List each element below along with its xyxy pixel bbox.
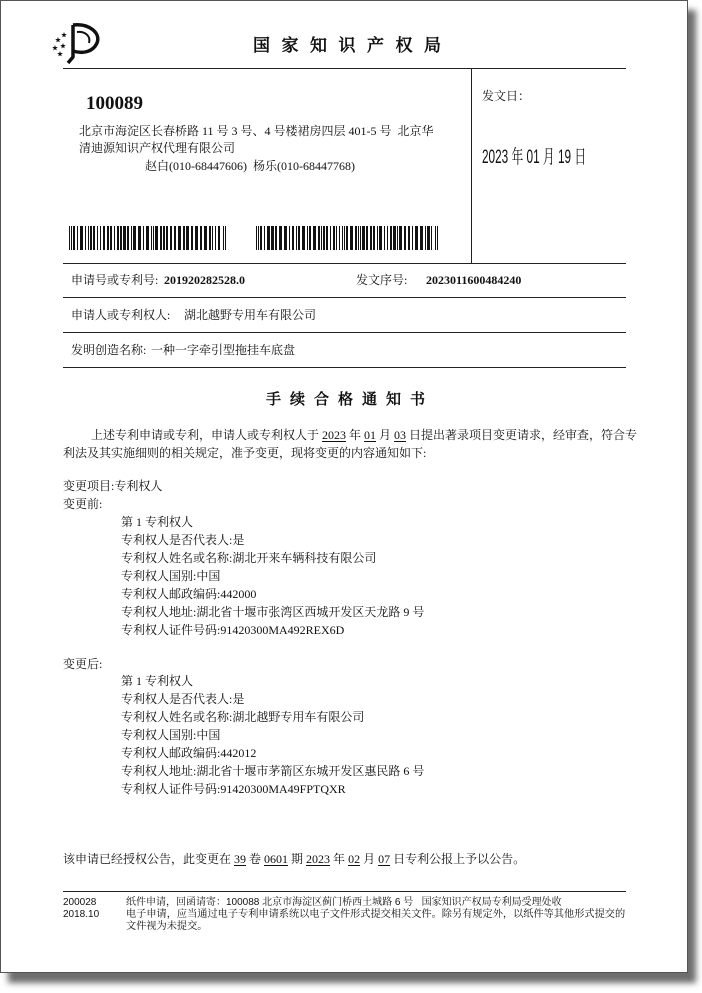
after-line: 专利权人姓名或名称:湖北越野专用车有限公司 — [121, 710, 365, 724]
footer-line: 纸件申请，回函请寄：100088 北京市海淀区蓟门桥西土城路 6 号 国家知识产权局专利局受理处收 — [126, 897, 562, 908]
before-line: 专利权人国别:中国 — [121, 569, 221, 583]
recipient-address-line: 北京市海淀区长春桥路 11 号 3 号、4 号楼裙房四层 401-5 号 北京华 — [79, 124, 434, 138]
dispatch-date-label: 发文日： — [482, 89, 531, 103]
logo-star — [57, 51, 63, 56]
serial-number: 2023011600484240 — [426, 273, 522, 287]
barcode — [69, 226, 226, 250]
intro-text: 上述专利申请或专利，申请人或专利权人于 — [91, 428, 323, 442]
gazette-year: 2023 — [306, 852, 331, 866]
header-rule — [63, 68, 626, 69]
publication-text: 日专利公报上予以公告。 — [390, 852, 526, 866]
before-line: 专利权人证件号码:91420300MA492REX6D — [121, 623, 345, 637]
publication-text: 月 — [360, 852, 379, 866]
before-line: 专利权人邮政编码:442000 — [121, 587, 257, 601]
before-line: 第 1 专利权人 — [121, 515, 194, 529]
before-line: 专利权人地址:湖北省十堰市张湾区西城开发区天龙路 9 号 — [121, 605, 425, 619]
publication-text: 卷 — [246, 852, 265, 866]
after-line: 专利权人地址:湖北省十堰市茅箭区东城开发区惠民路 6 号 — [121, 764, 425, 778]
row-rule — [63, 297, 626, 298]
footer-rule — [63, 891, 626, 892]
logo-star — [55, 37, 61, 42]
footer-line: 文件视为未提交。 — [126, 921, 208, 932]
request-day: 03 — [394, 428, 407, 442]
change-item: 变更项目:专利权人 — [63, 479, 163, 493]
applicant-label: 申请人或专利权人: — [71, 308, 171, 322]
intro-text: 年 — [346, 428, 365, 442]
after-line: 专利权人证件号码:91420300MA49FPTQXR — [121, 782, 346, 796]
serial-label: 发文序号: — [356, 273, 408, 287]
publication-text: 期 — [288, 852, 307, 866]
before-line: 专利权人姓名或名称:湖北开来车辆科技有限公司 — [121, 551, 377, 565]
logo-star — [52, 45, 58, 50]
after-line: 专利权人是否代表人:是 — [121, 692, 245, 706]
recipient-contacts: 赵白(010-68447606) 杨乐(010-68447768) — [145, 159, 355, 173]
gazette-issue: 0601 — [264, 852, 289, 866]
before-heading: 变更前: — [63, 497, 103, 511]
form-version: 2018.10 — [63, 909, 100, 920]
header-divider — [471, 68, 472, 263]
logo-star — [61, 32, 67, 37]
gazette-month: 02 — [348, 852, 361, 866]
info-rule — [63, 263, 626, 264]
barcode-bars — [256, 226, 438, 250]
application-number: 201920282528.0 — [164, 273, 245, 287]
after-line: 专利权人国别:中国 — [121, 728, 221, 742]
barcode — [256, 226, 438, 250]
row-rule — [63, 367, 626, 368]
publication-text: 该申请已经授权公告，此变更在 — [63, 852, 235, 866]
invention-label: 发明创造名称: — [71, 343, 147, 357]
cnipa-logo — [51, 21, 103, 65]
applicant-name: 湖北越野专用车有限公司 — [184, 308, 317, 322]
after-line: 第 1 专利权人 — [121, 674, 194, 688]
logo-stem — [68, 25, 73, 63]
office-name: 国家知识产权局 — [253, 36, 453, 55]
after-line: 专利权人邮政编码:442012 — [121, 746, 257, 760]
publication-line — [63, 851, 525, 867]
after-heading: 变更后: — [63, 657, 103, 671]
invention-title: 一种一字牵引型拖挂车底盘 — [151, 343, 296, 357]
gazette-volume: 39 — [234, 852, 247, 866]
form-code: 200028 — [63, 897, 97, 908]
before-line: 专利权人是否代表人:是 — [121, 533, 245, 547]
logo-bowl — [73, 25, 98, 53]
request-month: 01 — [364, 428, 377, 442]
recipient-address-line: 清迪源知识产权代理有限公司 — [79, 141, 236, 155]
intro-line: 利法及其实施细则的相关规定，准予变更，现将变更的内容通知如下: — [63, 446, 427, 460]
barcode-bars — [69, 226, 226, 250]
application-number-label: 申请号或专利号: — [71, 273, 159, 287]
intro-text: 日提出著录项目变更请求，经审查，符合专 — [406, 428, 638, 442]
dispatch-date: 2023 年 01 月 19 日 — [482, 147, 587, 168]
request-year: 2023 — [322, 428, 347, 442]
recipient-postcode: 100089 — [86, 93, 143, 114]
footer-line: 电子申请，应当通过电子专利申请系统以电子文件形式提交相关文件。除另有规定外，以纸件等其他形式提交的 — [126, 909, 626, 920]
notice-title: 手续合格通知书 — [266, 391, 435, 408]
publication-text: 年 — [330, 852, 349, 866]
intro-text: 月 — [376, 428, 395, 442]
row-rule — [63, 332, 626, 333]
logo-star — [60, 43, 66, 48]
gazette-day: 07 — [378, 852, 391, 866]
intro-line — [91, 427, 637, 443]
logo-inner-curve — [77, 32, 89, 43]
